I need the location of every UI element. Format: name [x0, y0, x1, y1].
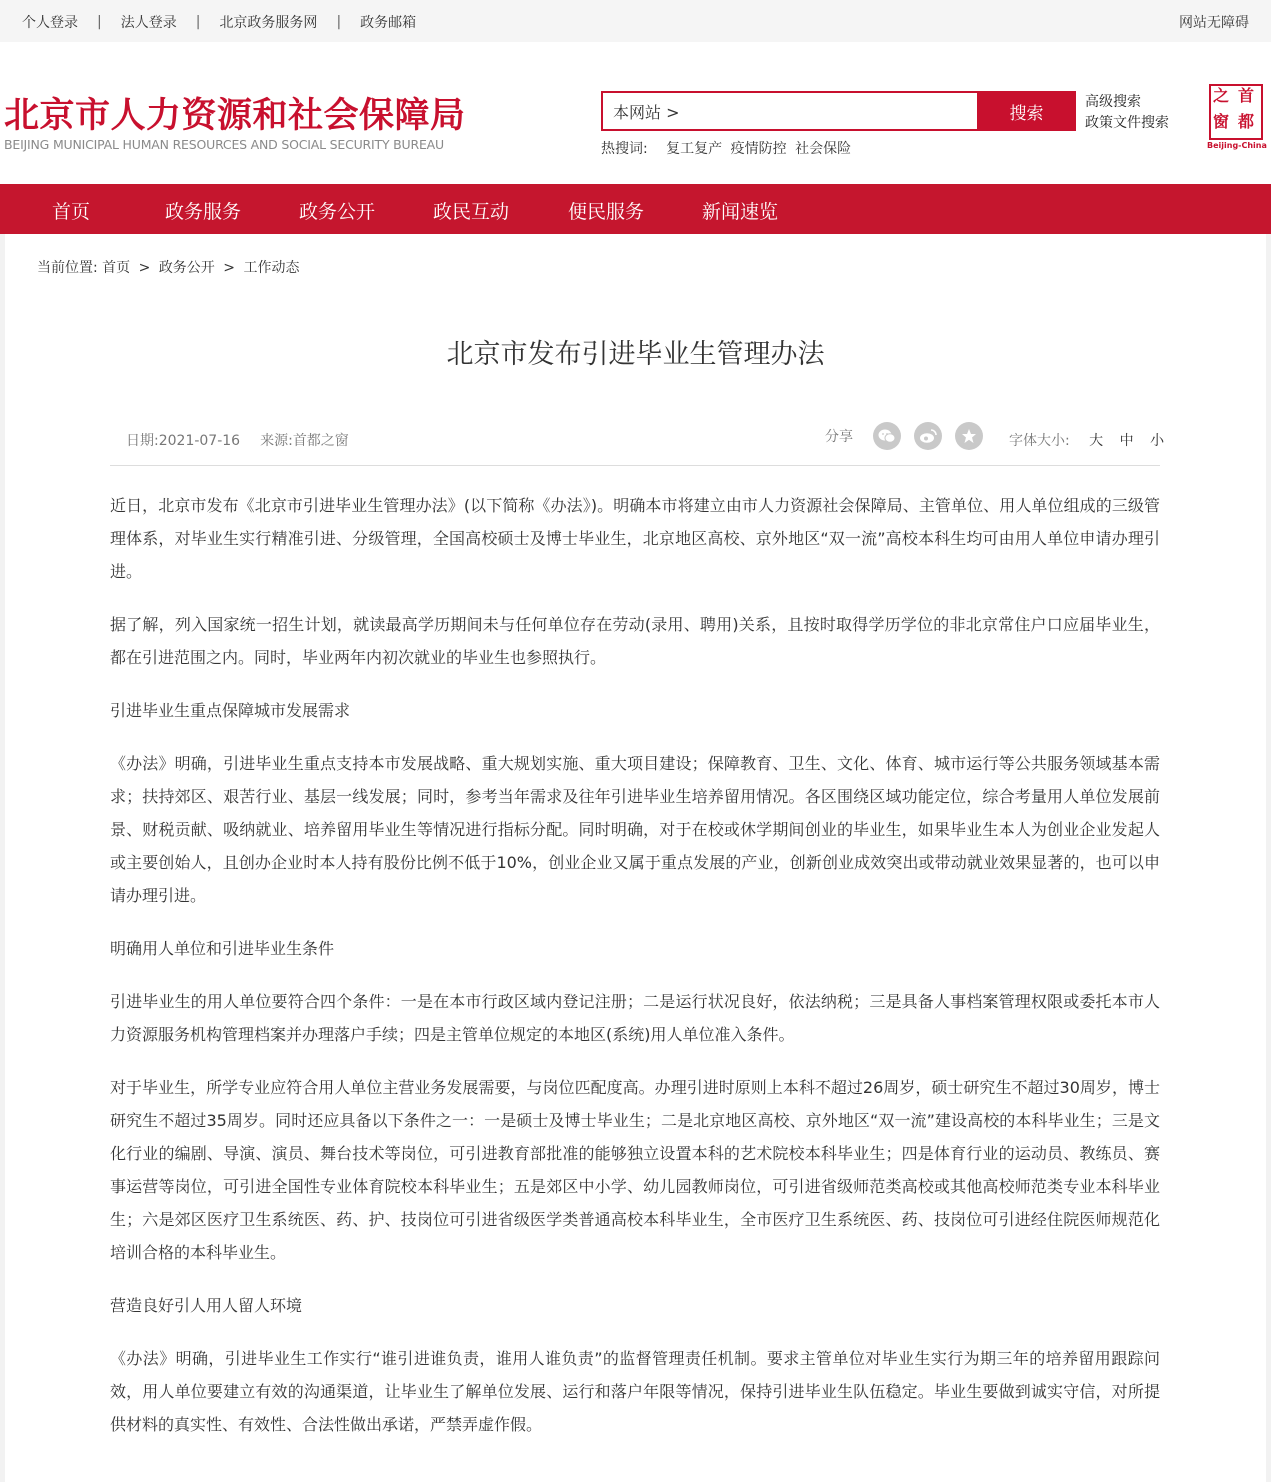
- source-label: 来源:: [260, 433, 293, 449]
- font-size-label: 字体大小:: [1009, 433, 1070, 449]
- font-size-large[interactable]: 大: [1089, 433, 1104, 449]
- meta-divider: [110, 465, 1160, 466]
- weibo-icon[interactable]: [914, 422, 942, 450]
- hot-word-link[interactable]: 疫情防控: [730, 141, 787, 157]
- hot-search-label: 热搜词:: [601, 141, 648, 157]
- seal-char: 首: [1238, 86, 1255, 105]
- article-paragraph: 《办法》明确，引进毕业生工作实行“谁引进谁负责，谁用人谁负责”的监督管理责任机制。要求主管单位对毕业生实行为期三年的培养留用跟踪问效，用人单位要建立有效的沟通渠道，让毕业生了解单位发展、运行和落户年限等情况，保持引进毕业生队伍稳定。毕业生要做到诚实守信，对所提供材料的真实性、有效性、合法性做出承诺，严禁弄虚作假。: [110, 1349, 1160, 1434]
- top-utility-bar: [0, 0, 1271, 42]
- article-paragraph: 近日，北京市发布《北京市引进毕业生管理办法》(以下简称《办法》)。明确本市将建立由市人力资源社会保障局、主管单位、用人单位组成的三级管理体系，对毕业生实行精准引进、分级管理，全国高校硕士及博士毕业生，北京地区高校、京外地区“双一流”高校本科生均可由用人单位申请办理引进。: [110, 496, 1160, 581]
- beijing-gov-service-link[interactable]: 北京政务服务网: [219, 15, 318, 31]
- article-title: 北京市发布引进毕业生管理办法: [446, 339, 825, 370]
- article-paragraph: 引进毕业生的用人单位要符合四个条件：一是在本市行政区域内登记注册；二是运行状况良好，依法纳税；三是具备人事档案管理权限或委托本市人力资源服务机构管理档案并办理落户手续；四是主管单位规定的本地区(系统)用人单位准入条件。: [110, 992, 1160, 1044]
- font-size-control: [1009, 430, 1164, 450]
- seal-char: 窗: [1213, 112, 1230, 131]
- search-options: [1085, 92, 1169, 134]
- article-meta: [126, 430, 349, 450]
- personal-login-link[interactable]: 个人登录: [22, 15, 78, 31]
- legal-person-login-link[interactable]: 法人登录: [120, 15, 177, 31]
- site-header: [0, 42, 1271, 184]
- breadcrumb-gov-affairs[interactable]: 政务公开: [158, 260, 215, 276]
- nav-gov-services[interactable]: 政务服务: [165, 201, 242, 223]
- accessibility-link[interactable]: 网站无障碍: [1179, 15, 1249, 31]
- main-nav: [0, 184, 1271, 234]
- article-subheading: 明确用人单位和引进毕业生条件: [110, 939, 335, 958]
- article-source: 首都之窗: [292, 433, 349, 449]
- nav-convenience[interactable]: 便民服务: [568, 201, 645, 223]
- breadcrumb-separator: >: [138, 260, 151, 276]
- breadcrumb-home[interactable]: 首页: [102, 260, 131, 276]
- breadcrumb: [37, 257, 299, 277]
- article-subheading: 营造良好引人用人留人环境: [110, 1296, 303, 1315]
- site-logo-subtitle: BEIJING MUNICIPAL HUMAN RESOURCES AND SOCIAL SECURITY BUREAU: [4, 137, 444, 152]
- hot-search-words: [601, 138, 855, 158]
- article-paragraph: 对于毕业生，所学专业应符合用人单位主营业务发展需要，与岗位匹配度高。办理引进时原则上本科不超过26周岁，硕士研究生不超过30周岁，博士研究生不超过35周岁。同时还应具备以下条件之一：一是硕士及博士毕业生；二是北京地区高校、京外地区“双一流”建设高校的本科毕业生；三是文化行业的编剧、导演、演员、舞台技术等岗位，可引进教育部批准的能够独立设置本科的艺术院校本科毕业生；四是体育行业的运动员、教练员、赛事运营等岗位，可引进全国性专业体育院校本科毕业生；五是郊区中小学、幼儿园教师岗位，可引进省级师范类高校或其他高校师范类专业本科毕业生；六是郊区医疗卫生系统医、药、护、技岗位可引进省级医学类普通高校本科毕业生，全市医疗卫生系统医、药、技岗位可引进经住院医师规范化培训合格的本科毕业生。: [110, 1078, 1160, 1262]
- nav-gov-affairs[interactable]: 政务公开: [299, 201, 376, 223]
- search-button[interactable]: 搜索: [977, 91, 1076, 131]
- article-body: [110, 489, 1160, 1461]
- article-paragraph: 《办法》明确，引进毕业生重点支持本市发展战略、重大规划实施、重大项目建设；保障教育、卫生、文化、体育、城市运行等公共服务领域基本需求；扶持郊区、艰苦行业、基层一线发展；同时，参考当年需求及往年引进毕业生培养留用情况。各区围绕区域功能定位，综合考量用人单位发展前景、财税贡献、吸纳就业、培养留用毕业生等情况进行指标分配。同时明确，对于在校或休学期间创业的毕业生，如果毕业生本人为创业企业发起人或主要创始人，且创办企业时本人持有股份比例不低于10%，创业企业又属于重点发展的产业，创新创业成效突出或带动就业效果显著的，也可以申请办理引进。: [110, 754, 1160, 905]
- seal-char: 之: [1213, 86, 1230, 105]
- search-input[interactable]: [613, 96, 973, 126]
- article-paragraph: 据了解，列入国家统一招生计划，就读最高学历期间未与任何单位存在劳动(录用、聘用)关系，且按时取得学历学位的非北京常住户口应届毕业生，都在引进范围之内。同时，毕业两年内初次就业的毕业生也参照执行。: [110, 615, 1160, 667]
- breadcrumb-separator: >: [223, 260, 235, 276]
- font-size-medium[interactable]: 中: [1119, 433, 1134, 449]
- seal-char: 都: [1238, 112, 1255, 131]
- wechat-icon[interactable]: [873, 422, 901, 450]
- separator: |: [336, 14, 342, 30]
- top-links: [22, 12, 416, 32]
- site-logo-title[interactable]: 北京市人力资源和社会保障局: [4, 96, 466, 136]
- breadcrumb-work-news[interactable]: 工作动态: [243, 260, 300, 276]
- article-subheading: 引进毕业生重点保障城市发展需求: [110, 701, 351, 720]
- nav-news[interactable]: 新闻速览: [702, 201, 779, 223]
- share-bar: [825, 422, 996, 450]
- search-box: [601, 91, 977, 131]
- hot-word-link[interactable]: 社会保险: [795, 141, 852, 157]
- nav-interaction[interactable]: 政民互动: [433, 201, 510, 223]
- gov-mail-link[interactable]: 政务邮箱: [360, 15, 417, 31]
- separator: |: [97, 14, 102, 30]
- content-panel: [5, 234, 1266, 1482]
- hot-word-link[interactable]: 复工复产: [666, 141, 723, 157]
- nav-home[interactable]: 首页: [52, 201, 91, 223]
- breadcrumb-label: 当前位置:: [37, 260, 98, 276]
- advanced-search-link[interactable]: 高级搜索: [1085, 94, 1141, 110]
- separator: |: [195, 14, 201, 30]
- capital-window-seal-logo[interactable]: [1209, 84, 1263, 140]
- article-date: 2021-07-16: [158, 433, 241, 449]
- date-label: 日期:: [126, 433, 159, 449]
- favorite-star-icon[interactable]: [955, 422, 983, 450]
- share-label: 分享: [825, 429, 853, 445]
- seal-caption: Beijing-China: [1207, 141, 1267, 150]
- font-size-small[interactable]: 小: [1150, 433, 1165, 449]
- policy-search-link[interactable]: 政策文件搜索: [1085, 115, 1169, 131]
